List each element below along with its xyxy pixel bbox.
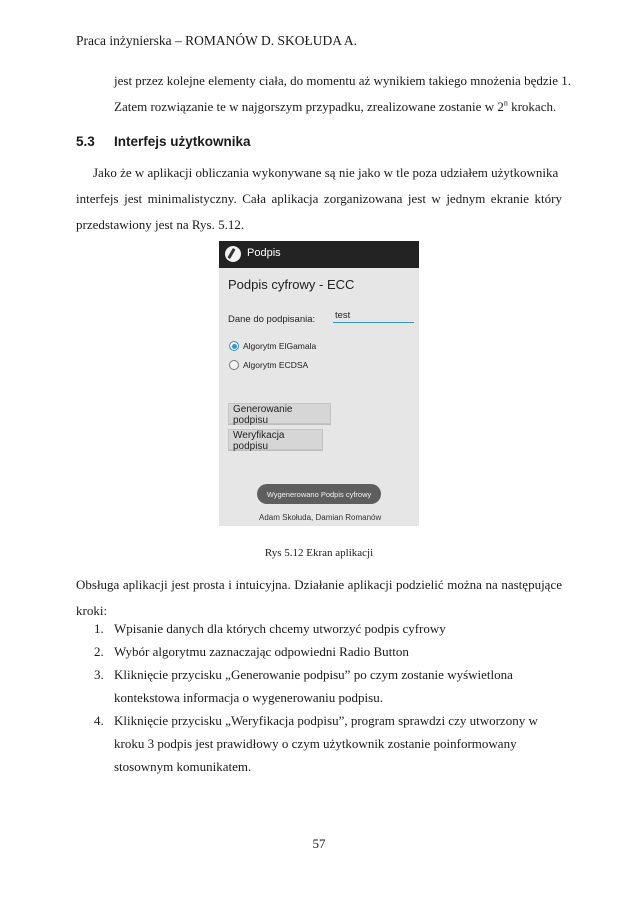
data-to-sign-label: Dane do podpisania: (228, 314, 316, 325)
data-input[interactable] (333, 309, 414, 323)
section-number: 5.3 (76, 134, 95, 149)
radio-unchecked-icon (229, 360, 239, 370)
pen-icon (225, 246, 241, 262)
radio-elgamal[interactable] (229, 341, 316, 351)
intro-line-2-superscript: n (503, 98, 508, 108)
step-2-text: Wybór algorytmu zaznaczając odpowiedni Radio Button (114, 644, 409, 659)
step-2-number: 2. (94, 644, 104, 659)
step-3-text-line-2: kontekstowa informacja o wygenerowaniu podpisu. (114, 690, 383, 705)
app-action-bar-title: Podpis (247, 247, 281, 259)
paragraph-1-line-1: Jako że w aplikacji obliczania wykonywane są nie jako w tle poza udziałem użytkownika (93, 165, 559, 180)
paragraph-1-line-3: przedstawiony jest na Rys. 5.12. (76, 217, 245, 232)
paragraph-2-line-1: Obsługa aplikacji jest prosta i intuicyjna. Działanie aplikacji podzielić można na następujące (76, 577, 562, 592)
section-title: Interfejs użytkownika (114, 134, 251, 149)
paragraph-1-line-2: interfejs jest minimalistyczny. Cała aplikacja zorganizowana jest w jednym ekranie który (76, 191, 562, 206)
app-screenshot (219, 241, 419, 526)
verify-signature-button[interactable]: Weryfikacja podpisu (228, 429, 323, 450)
intro-line-2 (114, 99, 556, 115)
radio-elgamal-label: Algorytm ElGamala (243, 341, 317, 351)
paragraph-2-line-2: kroki: (76, 603, 108, 618)
step-1-number: 1. (94, 621, 104, 636)
toast-message: Wygenerowano Podpis cyfrowy (257, 484, 381, 504)
intro-line-2-before: Zatem rozwiązanie te w najgorszym przypadku, zrealizowane zostanie w 2 (114, 99, 504, 114)
app-credit: Adam Skołuda, Damian Romanów (259, 513, 382, 522)
radio-checked-icon (229, 341, 239, 351)
step-4-text-line-2: kroku 3 podpis jest prawidłowy o czym użytkownik zostanie poinformowany (114, 736, 517, 751)
section-heading (76, 134, 251, 149)
step-4-number: 4. (94, 713, 104, 728)
step-3-text-line-1: Kliknięcie przycisku „Generowanie podpisu” po czym zostanie wyświetlona (114, 667, 513, 682)
generate-signature-button[interactable]: Generowanie podpisu (228, 403, 331, 424)
app-screen-title: Podpis cyfrowy - ECC (228, 277, 355, 292)
intro-line-1: jest przez kolejne elementy ciała, do momentu aż wynikiem takiego mnożenia będzie 1. (114, 73, 571, 88)
radio-ecdsa-label: Algorytm ECDSA (243, 360, 309, 370)
running-header: Praca inżynierska – ROMANÓW D. SKOŁUDA A. (76, 33, 357, 48)
intro-line-2-after: krokach. (507, 99, 557, 114)
step-3-number: 3. (94, 667, 104, 682)
radio-ecdsa[interactable] (229, 360, 308, 370)
app-action-bar (219, 241, 419, 268)
page-number: 57 (312, 836, 326, 851)
step-1-text: Wpisanie danych dla których chcemy utworzyć podpis cyfrowy (114, 621, 446, 636)
step-4-text-line-1: Kliknięcie przycisku „Weryfikacja podpisu”, program sprawdzi czy utworzony w (114, 713, 538, 728)
step-4-text-line-3: stosownym komunikatem. (114, 759, 252, 774)
figure-caption: Rys 5.12 Ekran aplikacji (264, 547, 374, 559)
